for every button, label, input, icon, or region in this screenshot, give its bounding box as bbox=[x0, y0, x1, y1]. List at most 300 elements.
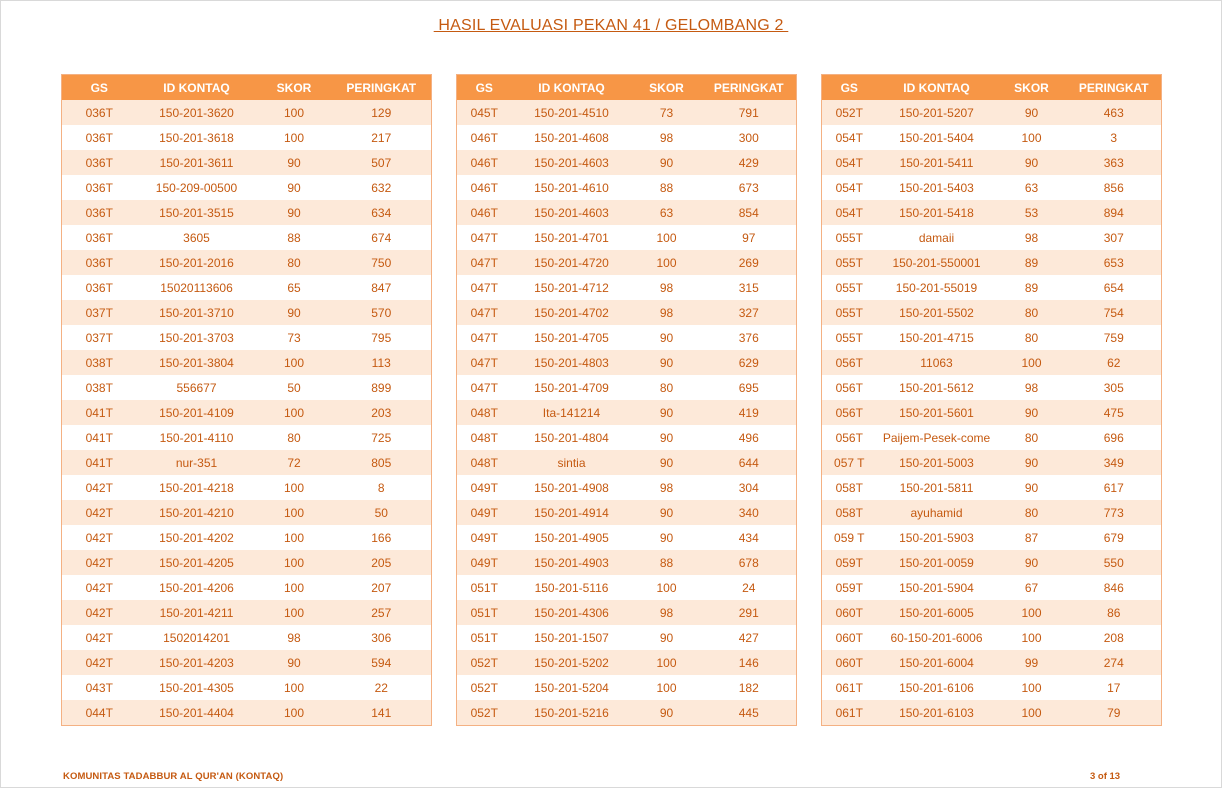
table-row bbox=[62, 600, 432, 625]
header-skor: SKOR bbox=[632, 75, 702, 101]
header-skor: SKOR bbox=[257, 75, 332, 101]
cell-peringkat: 86 bbox=[1067, 600, 1162, 625]
cell-gs: 055T bbox=[822, 325, 877, 350]
cell-gs: 042T bbox=[62, 525, 137, 550]
cell-gs: 057 T bbox=[822, 450, 877, 475]
cell-skor: 98 bbox=[632, 125, 702, 150]
cell-skor: 80 bbox=[997, 425, 1067, 450]
cell-peringkat: 24 bbox=[702, 575, 797, 600]
cell-skor: 98 bbox=[997, 225, 1067, 250]
table-row bbox=[822, 150, 1162, 175]
table-row bbox=[457, 425, 797, 450]
cell-skor: 72 bbox=[257, 450, 332, 475]
cell-skor: 80 bbox=[257, 250, 332, 275]
cell-peringkat: 166 bbox=[332, 525, 432, 550]
results-table-3 bbox=[821, 74, 1162, 726]
cell-id-kontaq: 150-201-5904 bbox=[877, 575, 997, 600]
header-peringkat: PERINGKAT bbox=[1067, 75, 1162, 101]
cell-gs: 055T bbox=[822, 275, 877, 300]
cell-id-kontaq: 150-201-5903 bbox=[877, 525, 997, 550]
cell-gs: 041T bbox=[62, 425, 137, 450]
cell-id-kontaq: 11063 bbox=[877, 350, 997, 375]
cell-peringkat: 349 bbox=[1067, 450, 1162, 475]
table-row bbox=[822, 350, 1162, 375]
cell-peringkat: 363 bbox=[1067, 150, 1162, 175]
cell-id-kontaq: 150-201-5116 bbox=[512, 575, 632, 600]
cell-peringkat: 340 bbox=[702, 500, 797, 525]
table-row bbox=[822, 425, 1162, 450]
cell-skor: 98 bbox=[632, 475, 702, 500]
cell-id-kontaq: 150-201-5411 bbox=[877, 150, 997, 175]
cell-skor: 100 bbox=[257, 475, 332, 500]
cell-skor: 50 bbox=[257, 375, 332, 400]
cell-peringkat: 673 bbox=[702, 175, 797, 200]
cell-peringkat: 847 bbox=[332, 275, 432, 300]
cell-peringkat: 695 bbox=[702, 375, 797, 400]
cell-peringkat: 805 bbox=[332, 450, 432, 475]
table-row bbox=[62, 250, 432, 275]
table-row bbox=[457, 550, 797, 575]
cell-id-kontaq: 15020113606 bbox=[137, 275, 257, 300]
cell-skor: 98 bbox=[632, 275, 702, 300]
cell-gs: 047T bbox=[457, 325, 512, 350]
cell-skor: 90 bbox=[632, 150, 702, 175]
cell-id-kontaq: 150-201-4211 bbox=[137, 600, 257, 625]
cell-gs: 047T bbox=[457, 375, 512, 400]
cell-id-kontaq: 150-201-5601 bbox=[877, 400, 997, 425]
cell-gs: 052T bbox=[822, 100, 877, 125]
cell-peringkat: 750 bbox=[332, 250, 432, 275]
cell-peringkat: 759 bbox=[1067, 325, 1162, 350]
cell-skor: 90 bbox=[997, 450, 1067, 475]
cell-id-kontaq: 150-201-4709 bbox=[512, 375, 632, 400]
cell-gs: 037T bbox=[62, 300, 137, 325]
cell-skor: 100 bbox=[997, 125, 1067, 150]
table-row bbox=[62, 625, 432, 650]
cell-skor: 90 bbox=[257, 175, 332, 200]
cell-skor: 100 bbox=[632, 675, 702, 700]
cell-gs: 048T bbox=[457, 425, 512, 450]
cell-skor: 100 bbox=[997, 600, 1067, 625]
cell-peringkat: 300 bbox=[702, 125, 797, 150]
cell-gs: 042T bbox=[62, 600, 137, 625]
cell-gs: 036T bbox=[62, 150, 137, 175]
cell-id-kontaq: ayuhamid bbox=[877, 500, 997, 525]
cell-peringkat: 304 bbox=[702, 475, 797, 500]
cell-id-kontaq: 150-201-5811 bbox=[877, 475, 997, 500]
cell-gs: 054T bbox=[822, 150, 877, 175]
cell-peringkat: 327 bbox=[702, 300, 797, 325]
cell-gs: 046T bbox=[457, 125, 512, 150]
cell-id-kontaq: 150-201-6004 bbox=[877, 650, 997, 675]
cell-id-kontaq: 150-201-4903 bbox=[512, 550, 632, 575]
cell-gs: 049T bbox=[457, 500, 512, 525]
cell-peringkat: 678 bbox=[702, 550, 797, 575]
cell-peringkat: 305 bbox=[1067, 375, 1162, 400]
table-row bbox=[457, 650, 797, 675]
table-row bbox=[457, 175, 797, 200]
table-row bbox=[457, 150, 797, 175]
cell-gs: 059T bbox=[822, 575, 877, 600]
cell-peringkat: 679 bbox=[1067, 525, 1162, 550]
cell-skor: 89 bbox=[997, 250, 1067, 275]
cell-skor: 100 bbox=[997, 700, 1067, 726]
cell-gs: 047T bbox=[457, 225, 512, 250]
cell-peringkat: 725 bbox=[332, 425, 432, 450]
cell-skor: 90 bbox=[997, 550, 1067, 575]
cell-gs: 047T bbox=[457, 250, 512, 275]
header-gs: GS bbox=[62, 75, 137, 101]
cell-skor: 100 bbox=[257, 100, 332, 125]
cell-gs: 059T bbox=[822, 550, 877, 575]
cell-peringkat: 146 bbox=[702, 650, 797, 675]
table-row bbox=[822, 375, 1162, 400]
cell-id-kontaq: 150-201-4603 bbox=[512, 150, 632, 175]
cell-gs: 061T bbox=[822, 675, 877, 700]
cell-skor: 88 bbox=[632, 550, 702, 575]
cell-id-kontaq: 150-201-4110 bbox=[137, 425, 257, 450]
cell-id-kontaq: 150-201-4202 bbox=[137, 525, 257, 550]
cell-skor: 99 bbox=[997, 650, 1067, 675]
cell-skor: 98 bbox=[257, 625, 332, 650]
cell-peringkat: 463 bbox=[1067, 100, 1162, 125]
table-row bbox=[62, 300, 432, 325]
cell-gs: 060T bbox=[822, 650, 877, 675]
cell-skor: 90 bbox=[632, 450, 702, 475]
table-row bbox=[457, 275, 797, 300]
cell-skor: 100 bbox=[997, 625, 1067, 650]
page-title: HASIL EVALUASI PEKAN 41 / GELOMBANG 2 bbox=[433, 17, 789, 34]
cell-peringkat: 475 bbox=[1067, 400, 1162, 425]
cell-gs: 054T bbox=[822, 125, 877, 150]
cell-skor: 80 bbox=[997, 300, 1067, 325]
cell-skor: 100 bbox=[257, 600, 332, 625]
cell-gs: 041T bbox=[62, 400, 137, 425]
cell-peringkat: 419 bbox=[702, 400, 797, 425]
cell-peringkat: 507 bbox=[332, 150, 432, 175]
cell-peringkat: 434 bbox=[702, 525, 797, 550]
cell-gs: 046T bbox=[457, 200, 512, 225]
cell-skor: 90 bbox=[632, 425, 702, 450]
cell-skor: 100 bbox=[257, 350, 332, 375]
cell-peringkat: 274 bbox=[1067, 650, 1162, 675]
cell-peringkat: 208 bbox=[1067, 625, 1162, 650]
cell-id-kontaq: 150-201-4702 bbox=[512, 300, 632, 325]
cell-skor: 100 bbox=[632, 225, 702, 250]
table-row bbox=[62, 275, 432, 300]
table-row bbox=[457, 200, 797, 225]
cell-gs: 055T bbox=[822, 225, 877, 250]
cell-peringkat: 306 bbox=[332, 625, 432, 650]
cell-gs: 047T bbox=[457, 350, 512, 375]
cell-gs: 042T bbox=[62, 500, 137, 525]
table-row bbox=[62, 525, 432, 550]
table-row bbox=[62, 150, 432, 175]
cell-skor: 100 bbox=[632, 575, 702, 600]
cell-id-kontaq: 150-201-4404 bbox=[137, 700, 257, 726]
cell-skor: 98 bbox=[632, 300, 702, 325]
cell-id-kontaq: 150-201-5216 bbox=[512, 700, 632, 726]
header-peringkat: PERINGKAT bbox=[332, 75, 432, 101]
table-row bbox=[457, 325, 797, 350]
cell-id-kontaq: 150-201-3703 bbox=[137, 325, 257, 350]
cell-gs: 044T bbox=[62, 700, 137, 726]
cell-id-kontaq: 1502014201 bbox=[137, 625, 257, 650]
table-row bbox=[457, 600, 797, 625]
cell-id-kontaq: 150-201-5403 bbox=[877, 175, 997, 200]
cell-skor: 65 bbox=[257, 275, 332, 300]
table-row bbox=[457, 350, 797, 375]
table-row bbox=[822, 475, 1162, 500]
table-header-row bbox=[62, 75, 432, 101]
cell-peringkat: 79 bbox=[1067, 700, 1162, 726]
cell-id-kontaq: 150-201-4109 bbox=[137, 400, 257, 425]
cell-gs: 055T bbox=[822, 300, 877, 325]
cell-gs: 058T bbox=[822, 500, 877, 525]
cell-id-kontaq: 150-201-3620 bbox=[137, 100, 257, 125]
cell-gs: 041T bbox=[62, 450, 137, 475]
cell-skor: 100 bbox=[632, 650, 702, 675]
table-row bbox=[822, 325, 1162, 350]
cell-id-kontaq: 150-201-6106 bbox=[877, 675, 997, 700]
cell-gs: 043T bbox=[62, 675, 137, 700]
cell-gs: 056T bbox=[822, 425, 877, 450]
cell-peringkat: 427 bbox=[702, 625, 797, 650]
cell-skor: 100 bbox=[997, 675, 1067, 700]
cell-gs: 048T bbox=[457, 450, 512, 475]
header-skor: SKOR bbox=[997, 75, 1067, 101]
cell-skor: 90 bbox=[632, 400, 702, 425]
cell-id-kontaq: 150-201-1507 bbox=[512, 625, 632, 650]
cell-skor: 100 bbox=[257, 400, 332, 425]
cell-id-kontaq: 150-201-4803 bbox=[512, 350, 632, 375]
cell-skor: 90 bbox=[257, 300, 332, 325]
cell-skor: 90 bbox=[257, 200, 332, 225]
table-row bbox=[822, 275, 1162, 300]
cell-skor: 88 bbox=[257, 225, 332, 250]
cell-peringkat: 696 bbox=[1067, 425, 1162, 450]
footer-page-number: 3 of 13 bbox=[1090, 771, 1121, 782]
header-gs: GS bbox=[457, 75, 512, 101]
table-row bbox=[457, 700, 797, 726]
cell-skor: 73 bbox=[632, 100, 702, 125]
cell-gs: 056T bbox=[822, 375, 877, 400]
cell-peringkat: 62 bbox=[1067, 350, 1162, 375]
header-gs: GS bbox=[822, 75, 877, 101]
cell-peringkat: 795 bbox=[332, 325, 432, 350]
table-row bbox=[822, 100, 1162, 125]
cell-gs: 052T bbox=[457, 650, 512, 675]
cell-peringkat: 570 bbox=[332, 300, 432, 325]
cell-skor: 80 bbox=[632, 375, 702, 400]
cell-peringkat: 791 bbox=[702, 100, 797, 125]
cell-id-kontaq: 150-201-2016 bbox=[137, 250, 257, 275]
cell-gs: 042T bbox=[62, 650, 137, 675]
cell-id-kontaq: 150-201-55019 bbox=[877, 275, 997, 300]
cell-gs: 051T bbox=[457, 625, 512, 650]
cell-gs: 038T bbox=[62, 350, 137, 375]
cell-peringkat: 257 bbox=[332, 600, 432, 625]
table-row bbox=[62, 475, 432, 500]
cell-id-kontaq: 150-201-4914 bbox=[512, 500, 632, 525]
cell-peringkat: 97 bbox=[702, 225, 797, 250]
cell-peringkat: 113 bbox=[332, 350, 432, 375]
cell-peringkat: 634 bbox=[332, 200, 432, 225]
cell-gs: 052T bbox=[457, 675, 512, 700]
cell-peringkat: 203 bbox=[332, 400, 432, 425]
cell-id-kontaq: 60-150-201-6006 bbox=[877, 625, 997, 650]
cell-id-kontaq: 150-201-4510 bbox=[512, 100, 632, 125]
table-row bbox=[822, 125, 1162, 150]
footer-organization: KOMUNITAS TADABBUR AL QUR'AN (KONTAQ) bbox=[63, 771, 284, 782]
cell-gs: 061T bbox=[822, 700, 877, 726]
table-row bbox=[62, 450, 432, 475]
cell-id-kontaq: 150-201-5202 bbox=[512, 650, 632, 675]
table-row bbox=[62, 425, 432, 450]
table-row bbox=[62, 100, 432, 125]
table-row bbox=[457, 575, 797, 600]
cell-peringkat: 207 bbox=[332, 575, 432, 600]
table-row bbox=[457, 525, 797, 550]
table-row bbox=[62, 350, 432, 375]
cell-peringkat: 674 bbox=[332, 225, 432, 250]
table-row bbox=[822, 550, 1162, 575]
cell-id-kontaq: 3605 bbox=[137, 225, 257, 250]
cell-id-kontaq: 150-201-4705 bbox=[512, 325, 632, 350]
cell-skor: 100 bbox=[257, 575, 332, 600]
cell-peringkat: 291 bbox=[702, 600, 797, 625]
table-row bbox=[457, 675, 797, 700]
cell-gs: 052T bbox=[457, 700, 512, 726]
cell-skor: 90 bbox=[632, 350, 702, 375]
cell-id-kontaq: 556677 bbox=[137, 375, 257, 400]
table-row bbox=[457, 625, 797, 650]
cell-peringkat: 217 bbox=[332, 125, 432, 150]
cell-skor: 100 bbox=[257, 125, 332, 150]
cell-gs: 049T bbox=[457, 550, 512, 575]
cell-peringkat: 269 bbox=[702, 250, 797, 275]
table-row bbox=[822, 675, 1162, 700]
cell-gs: 056T bbox=[822, 350, 877, 375]
cell-skor: 90 bbox=[997, 100, 1067, 125]
cell-id-kontaq: 150-201-550001 bbox=[877, 250, 997, 275]
table-row bbox=[62, 375, 432, 400]
cell-gs: 056T bbox=[822, 400, 877, 425]
cell-peringkat: 22 bbox=[332, 675, 432, 700]
cell-id-kontaq: 150-201-5418 bbox=[877, 200, 997, 225]
table-header-row bbox=[822, 75, 1162, 101]
table-row bbox=[457, 100, 797, 125]
table-row bbox=[822, 175, 1162, 200]
cell-gs: 054T bbox=[822, 200, 877, 225]
table-row bbox=[822, 625, 1162, 650]
cell-skor: 100 bbox=[257, 700, 332, 726]
cell-gs: 055T bbox=[822, 250, 877, 275]
cell-id-kontaq: 150-201-4203 bbox=[137, 650, 257, 675]
table-row bbox=[62, 225, 432, 250]
cell-skor: 63 bbox=[632, 200, 702, 225]
table-header-row bbox=[457, 75, 797, 101]
cell-gs: 042T bbox=[62, 475, 137, 500]
cell-gs: 049T bbox=[457, 475, 512, 500]
cell-id-kontaq: 150-201-4306 bbox=[512, 600, 632, 625]
cell-gs: 060T bbox=[822, 600, 877, 625]
cell-id-kontaq: 150-201-4905 bbox=[512, 525, 632, 550]
cell-id-kontaq: nur-351 bbox=[137, 450, 257, 475]
table-row bbox=[822, 450, 1162, 475]
cell-id-kontaq: 150-209-00500 bbox=[137, 175, 257, 200]
cell-gs: 058T bbox=[822, 475, 877, 500]
cell-id-kontaq: 150-201-3804 bbox=[137, 350, 257, 375]
cell-gs: 036T bbox=[62, 175, 137, 200]
cell-gs: 054T bbox=[822, 175, 877, 200]
cell-skor: 90 bbox=[632, 625, 702, 650]
cell-id-kontaq: damaii bbox=[877, 225, 997, 250]
cell-gs: 042T bbox=[62, 625, 137, 650]
cell-peringkat: 653 bbox=[1067, 250, 1162, 275]
cell-id-kontaq: 150-201-6103 bbox=[877, 700, 997, 726]
cell-skor: 90 bbox=[997, 150, 1067, 175]
cell-skor: 100 bbox=[257, 500, 332, 525]
table-row bbox=[822, 700, 1162, 726]
cell-gs: 046T bbox=[457, 175, 512, 200]
cell-peringkat: 894 bbox=[1067, 200, 1162, 225]
cell-id-kontaq: 150-201-5207 bbox=[877, 100, 997, 125]
cell-id-kontaq: 150-201-4908 bbox=[512, 475, 632, 500]
results-table-2 bbox=[456, 74, 797, 726]
cell-skor: 89 bbox=[997, 275, 1067, 300]
cell-skor: 53 bbox=[997, 200, 1067, 225]
table-row bbox=[62, 400, 432, 425]
table-row bbox=[822, 225, 1162, 250]
cell-peringkat: 376 bbox=[702, 325, 797, 350]
cell-peringkat: 773 bbox=[1067, 500, 1162, 525]
table-row bbox=[62, 125, 432, 150]
cell-peringkat: 496 bbox=[702, 425, 797, 450]
cell-id-kontaq: 150-201-4603 bbox=[512, 200, 632, 225]
cell-skor: 90 bbox=[632, 525, 702, 550]
table-row bbox=[457, 475, 797, 500]
cell-gs: 045T bbox=[457, 100, 512, 125]
cell-skor: 90 bbox=[997, 400, 1067, 425]
cell-gs: 038T bbox=[62, 375, 137, 400]
cell-peringkat: 617 bbox=[1067, 475, 1162, 500]
cell-gs: 042T bbox=[62, 575, 137, 600]
cell-skor: 90 bbox=[632, 325, 702, 350]
cell-peringkat: 854 bbox=[702, 200, 797, 225]
cell-skor: 100 bbox=[257, 675, 332, 700]
cell-peringkat: 754 bbox=[1067, 300, 1162, 325]
cell-skor: 80 bbox=[257, 425, 332, 450]
table-row bbox=[822, 250, 1162, 275]
cell-id-kontaq: 150-201-4720 bbox=[512, 250, 632, 275]
cell-peringkat: 50 bbox=[332, 500, 432, 525]
cell-id-kontaq: 150-201-5502 bbox=[877, 300, 997, 325]
cell-gs: 046T bbox=[457, 150, 512, 175]
table-row bbox=[457, 500, 797, 525]
cell-skor: 90 bbox=[257, 150, 332, 175]
table-row bbox=[62, 550, 432, 575]
table-row bbox=[62, 700, 432, 726]
cell-skor: 63 bbox=[997, 175, 1067, 200]
cell-id-kontaq: sintia bbox=[512, 450, 632, 475]
cell-id-kontaq: 150-201-3618 bbox=[137, 125, 257, 150]
results-table-1 bbox=[61, 74, 432, 726]
cell-id-kontaq: 150-201-5404 bbox=[877, 125, 997, 150]
table-row bbox=[62, 175, 432, 200]
cell-gs: 047T bbox=[457, 275, 512, 300]
cell-skor: 87 bbox=[997, 525, 1067, 550]
